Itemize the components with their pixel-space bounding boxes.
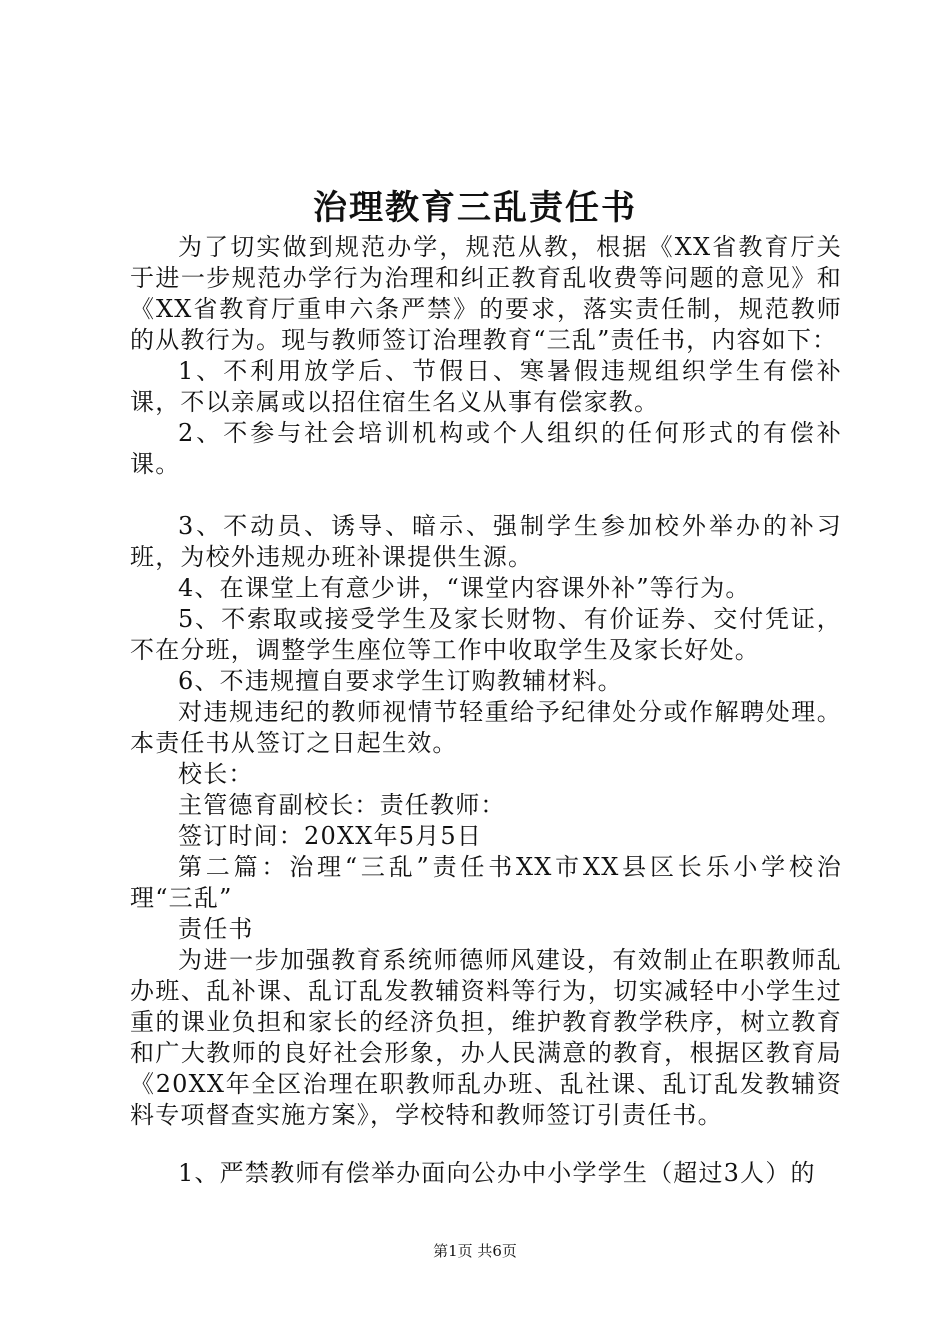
clause-3: 3、不动员、诱导、暗示、强制学生参加校外举办的补习班，为校外违规办班补课提供生源。 <box>130 512 842 571</box>
clause-6: 6、不违规擅自要求学生订购教辅材料。 <box>178 667 623 695</box>
clause-5: 5、不索取或接受学生及家长财物、有价证券、交付凭证，不在分班，调整学生座位等工作中收取学生及家长好处。 <box>130 605 842 664</box>
clause-2: 2、不参与社会培训机构或个人组织的任何形式的有偿补课。 <box>130 419 842 478</box>
penalty-paragraph: 对违规违纪的教师视情节轻重给予纪律处分或作解聘处理。本责任书从签订之日起生效。 <box>130 698 842 757</box>
second-article-subheading: 责任书 <box>178 915 254 943</box>
clause-4: 4、在课堂上有意少讲，“课堂内容课外补”等行为。 <box>178 574 751 602</box>
document-title: 治理教育三乱责任书 <box>313 188 637 228</box>
second-article-heading: 第二篇：治理“三乱”责任书XX市XX县区长乐小学校治理“三乱” <box>130 853 842 912</box>
signing-date: 签订时间：20XX年5月5日 <box>178 822 483 850</box>
intro-paragraph: 为了切实做到规范办学，规范从教，根据《XX省教育厅关于进一步规范办学行为治理和纠正教育乱收费等问题的意见》和《XX省教育厅重申六条严禁》的要求，落实责任制，规范教师的从教行为。现与教师签订治理教育“三乱”责任书，内容如下： <box>130 233 842 354</box>
clause-1: 1、不利用放学后、节假日、寒暑假违规组织学生有偿补课，不以亲属或以招住宿生名义从事有偿家教。 <box>130 357 842 416</box>
page-footer: 第1页 共6页 <box>433 1242 517 1260</box>
signature-principal: 校长： <box>178 760 254 788</box>
second-article-clause-1: 1、严禁教师有偿举办面向公办中小学学生（超过3人）的 <box>178 1159 816 1187</box>
second-article-intro: 为进一步加强教育系统师德师风建设，有效制止在职教师乱办班、乱补课、乱订乱发教辅资料等行为，切实减轻中小学生过重的课业负担和家长的经济负担，维护教育教学秩序，树立教育和广大教师的良好社会形象，办人民满意的教育，根据区教育局《20XX年全区治理在职教师乱办班、乱社课、乱订乱发教辅资料专项督查实施方案》，学校特和教师签订引责任书。 <box>130 946 842 1129</box>
signature-vice-principal: 主管德育副校长：责任教师： <box>178 791 506 819</box>
document-body <box>130 232 842 1189</box>
